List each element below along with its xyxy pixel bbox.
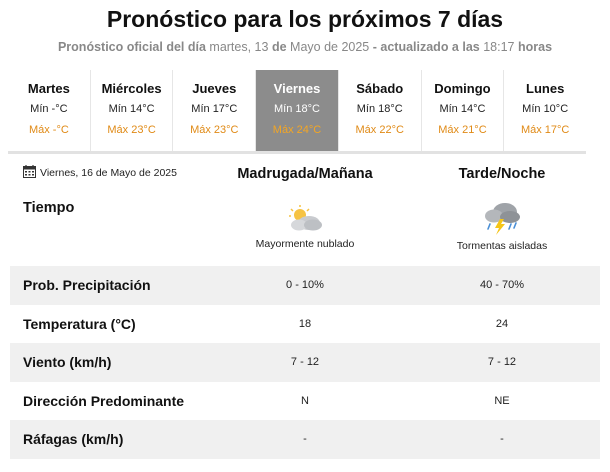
row-value-evening: 7 - 12 xyxy=(487,356,517,369)
day-max-temp: Máx 17°C xyxy=(520,124,570,136)
subtitle-suffix: horas xyxy=(517,40,553,54)
subtitle-time: 18:17 xyxy=(483,40,515,54)
table-row xyxy=(10,420,600,459)
day-name: Miércoles xyxy=(101,81,162,96)
page-subtitle xyxy=(0,40,610,54)
subtitle-date: martes, 13 xyxy=(209,40,269,54)
row-label: Dirección Predominante xyxy=(23,392,185,409)
day-name: Jueves xyxy=(192,81,237,96)
weather-morning-caption: Mayormente nublado xyxy=(255,238,355,250)
weather-evening-caption: Tormentas aisladas xyxy=(456,240,548,252)
day-tab-3[interactable] xyxy=(256,70,339,151)
row-label: Temperatura (°C) xyxy=(23,315,136,332)
day-max-temp: Máx 22°C xyxy=(355,124,404,136)
row-value-morning: 7 - 12 xyxy=(290,356,320,369)
day-max-temp: Máx 23°C xyxy=(107,124,156,136)
day-max-temp: Máx 21°C xyxy=(438,124,487,136)
partly-cloudy-icon xyxy=(285,204,325,234)
day-min-temp: Mín 14°C xyxy=(439,103,486,115)
weather-morning xyxy=(205,204,405,250)
day-max-temp: Máx 24°C xyxy=(272,124,322,136)
row-value-morning: - xyxy=(303,433,307,446)
row-value-evening: 24 xyxy=(495,317,509,330)
day-tab-0[interactable] xyxy=(8,70,91,151)
row-value-evening: NE xyxy=(494,394,510,407)
calendar-icon xyxy=(23,165,36,181)
day-name: Domingo xyxy=(434,81,491,96)
row-label: Prob. Precipitación xyxy=(23,277,151,294)
row-label: Ráfagas (km/h) xyxy=(23,431,124,448)
column-header-evening: Tarde/Noche xyxy=(458,166,546,182)
day-min-temp: Mín 18°C xyxy=(274,103,320,115)
day-tab-5[interactable] xyxy=(422,70,505,151)
day-name: Viernes xyxy=(273,81,321,96)
column-header-morning: Madrugada/Mañana xyxy=(237,166,373,182)
page-title: Pronóstico para los próximos 7 días xyxy=(106,6,504,32)
day-tab-2[interactable] xyxy=(173,70,256,151)
table-row xyxy=(10,266,600,305)
table-row xyxy=(10,343,600,382)
selected-date-text: Viernes, 16 de Mayo de 2025 xyxy=(40,167,177,179)
day-tab-4[interactable] xyxy=(339,70,422,151)
subtitle-prefix: Pronóstico oficial del día xyxy=(57,40,206,54)
day-min-temp: Mín 14°C xyxy=(108,103,155,115)
selected-date xyxy=(23,165,177,181)
subtitle-month-year: Mayo de 2025 xyxy=(290,40,370,54)
tiempo-label: Tiempo xyxy=(23,200,75,216)
day-name: Martes xyxy=(27,81,70,96)
day-name: Sábado xyxy=(356,81,404,96)
row-value-morning: 0 - 10% xyxy=(286,279,324,292)
weather-evening xyxy=(402,200,602,252)
row-value-morning: 18 xyxy=(298,317,312,330)
day-max-temp: Máx -°C xyxy=(28,124,69,136)
row-value-morning: N xyxy=(301,394,309,407)
table-row xyxy=(10,305,600,344)
forecast-table xyxy=(10,266,600,459)
day-selector xyxy=(8,70,586,154)
day-min-temp: Mín 10°C xyxy=(522,103,569,115)
day-min-temp: Mín 18°C xyxy=(356,103,403,115)
day-min-temp: Mín 17°C xyxy=(191,103,238,115)
row-label: Viento (km/h) xyxy=(23,354,112,371)
subtitle-updated: - actualizado a las xyxy=(372,40,480,54)
subtitle-de: de xyxy=(271,40,287,54)
table-row xyxy=(10,382,600,421)
thunderstorm-icon xyxy=(480,200,524,236)
day-tab-1[interactable] xyxy=(91,70,174,151)
row-value-evening: - xyxy=(500,433,504,446)
day-tab-6[interactable] xyxy=(504,70,586,151)
day-max-temp: Máx 23°C xyxy=(190,124,239,136)
row-value-evening: 40 - 70% xyxy=(479,279,525,292)
day-min-temp: Mín -°C xyxy=(30,103,68,115)
day-name: Lunes xyxy=(526,81,565,96)
